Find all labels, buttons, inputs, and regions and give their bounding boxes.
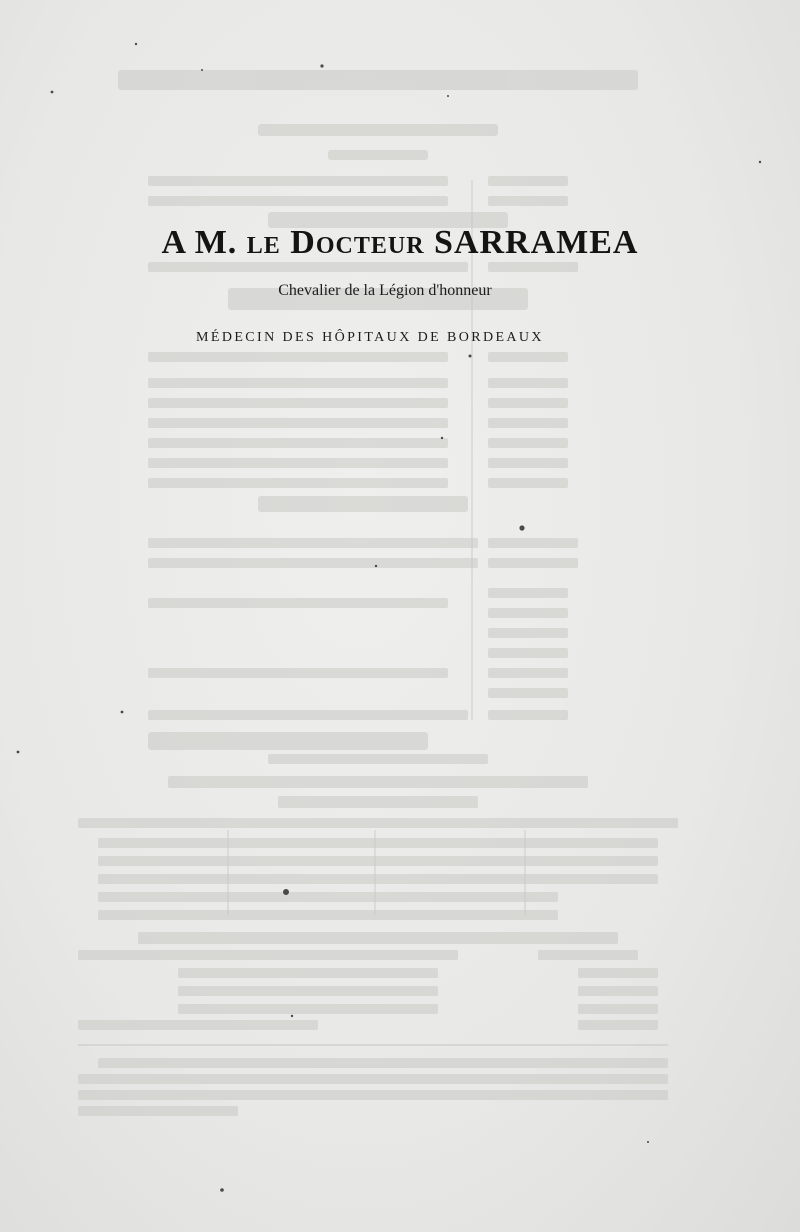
role-line: MÉDECIN DES HÔPITAUX DE BORDEAUX — [196, 330, 544, 345]
honor-line: Chevalier de la Légion d'honneur — [278, 282, 492, 299]
dedication-title: A M. le Docteur SARRAMEA — [161, 224, 639, 261]
